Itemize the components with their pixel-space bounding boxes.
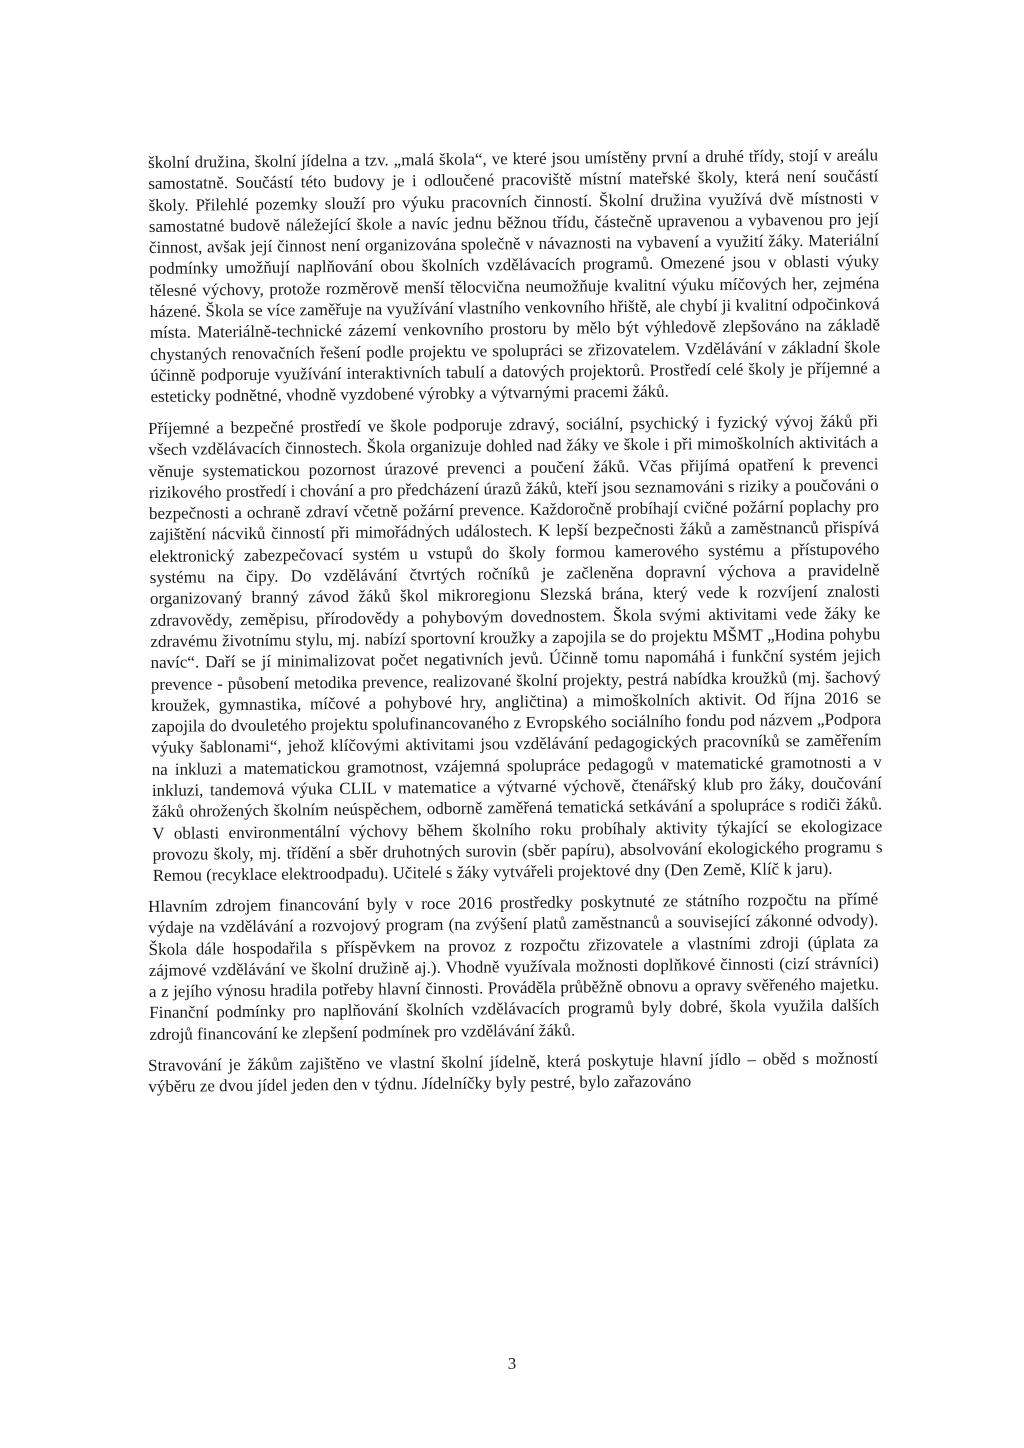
paragraph-financing: Hlavním zdrojem financování byly v roce 2016 prostředky poskytnuté ze státního rozpočtu na přímé výdaje na vzdělávání a rozvojový program (na zvýšení platů zaměstnanců a související zákonné odvody). Škola dále hospodařila s příspěvkem na provoz z rozpočtu zřizovatele a vlastními zdroji (úplata za zájmové vzdělávání ve školní družině aj.). Vhodně využívala možnosti doplňkové činnosti (cizí strávníci) a z jejího výnosu hradila potřeby hlavní činnosti. Prováděla průběžně obnovu a opravy svěřeného majetku. Finanční podmínky pro naplňování školních vzdělávacích programů byly dobré, škola využila dalších zdrojů financování ke zlepšení podmínek pro vzdělávání žáků. — [148, 889, 880, 1044]
page-number: 3 — [507, 1354, 517, 1373]
paragraph-facilities: školní družina, školní jídelna a tzv. „malá škola“, ve které jsou umístěny první a druhé třídy, stojí v areálu samostatně. Součástí této budovy je i odloučené pracoviště místní mateřské školy, která není součástí školy. Přilehlé pozemky slouží pro výuku pracovních činností. Školní družina využívá dvě místnosti v samostatné budově náležející škole a navíc jednu běžnou třídu, částečně upravenou a vybavenou pro její činnost, avšak její činnost není organizována společně v návaznosti na vybavení a využití žáky. Materiální podmínky umožňují naplňování obou školních vzdělávacích programů. Omezené jsou v oblasti výuky tělesné výchovy, protože rozměrově menší tělocvična neumožňuje kvalitní výuku míčových her, zejména házené. Škola se více zaměřuje na využívání vlastního venkovního hřiště, ale chybí ji kvalitní odpočinková místa. Materiálně-technické zázemí venkovního prostoru by mělo být výhledově zlepšováno na základě chystaných renovačních řešení podle projektu ve spolupráci se zřizovatelem. Vzdělávání v základní škole účinně podporuje využívání interaktivních tabulí a datových projektorů. Prostředí celé školy je příjemné a esteticky podnětné, vhodně vyzdobené výrobky a výtvarnými pracemi žáků. — [148, 145, 881, 407]
paragraph-catering: Stravování je žákům zajištěno ve vlastní školní jídelně, která poskytuje hlavní jídlo – oběd s možností výběru ze dvou jídel jeden den v týdnu. Jídelníčky byly pestré, bylo zařazováno — [148, 1048, 879, 1097]
document-page — [148, 145, 883, 1108]
paragraph-safety: Příjemné a bezpečné prostředí ve škole podporuje zdravý, sociální, psychický i fyzický vývoj žáků při všech vzdělávacích činnostech. Škola organizuje dohled nad žáky ve škole i při mimoškolních aktivitách a věnuje systematickou pozornost úrazové prevenci a poučení žáků. Včas přijímá opatření k prevenci rizikového prostředí i chování a pro předcházení úrazů žáků, kteří jsou seznamováni s riziky a poučováni o bezpečnosti a ochraně zdraví včetně požární prevence. Každoročně probíhají cvičné požární poplachy pro zajištění nácviků činností při mimořádných událostech. K lepší bezpečnosti žáků a zaměstnanců přispívá elektronický zabezpečovací systém u vstupů do školy formou kamerového systému a přístupového systému na čipy. Do vzdělávání čtvrtých ročníků je začleněna dopravní výchova a pravidelně organizovaný branný závod žáků škol mikroregionu Slezská brána, který vede k rozvíjení znalosti zdravovědy, zeměpisu, přírodovědy a pohybovým dovednostem. Škola svými aktivitami vede žáky ke zdravému životnímu stylu, mj. nabízí sportovní kroužky a zapojila se do projektu MŠMT „Hodina pohybu navíc“. Daří se jí minimalizovat počet negativních jevů. Účinně tomu napomáhá i funkční systém jejich prevence - působení metodika prevence, realizované školní projekty, pestrá nabídka kroužků (mj. šachový kroužek, gymnastika, míčové a pohybové hry, angličtina) a mimoškolních aktivit. Od října 2016 se zapojila do dvouletého projektu spolufinancovaného z Evropského sociálního fondu pod názvem „Podpora výuky šablonami“, jehož klíčovými aktivitami jsou vzdělávání pedagogických pracovníků se zaměřením na inkluzi a matematickou gramotnost, vzájemná spolupráce pedagogů v matematické gramotnosti a v inkluzi, tandemová výuka CLIL v matematice a výtvarné výchově, čtenářský klub pro žáky, doučování žáků ohrožených školním neúspěchem, odborně zaměřená tematická setkávání a spolupráce s rodiči žáků. V oblasti environmentální výchovy během školního roku probíhaly aktivity týkající se ekologizace provozu školy, mj. třídění a sběr druhotných surovin (sběr papíru), absolvování ekologického programu s Remou (recyklace elektroodpadu). Učitelé s žáky vytvářeli projektové dny (Den Země, Klíč k jaru). — [148, 410, 883, 885]
